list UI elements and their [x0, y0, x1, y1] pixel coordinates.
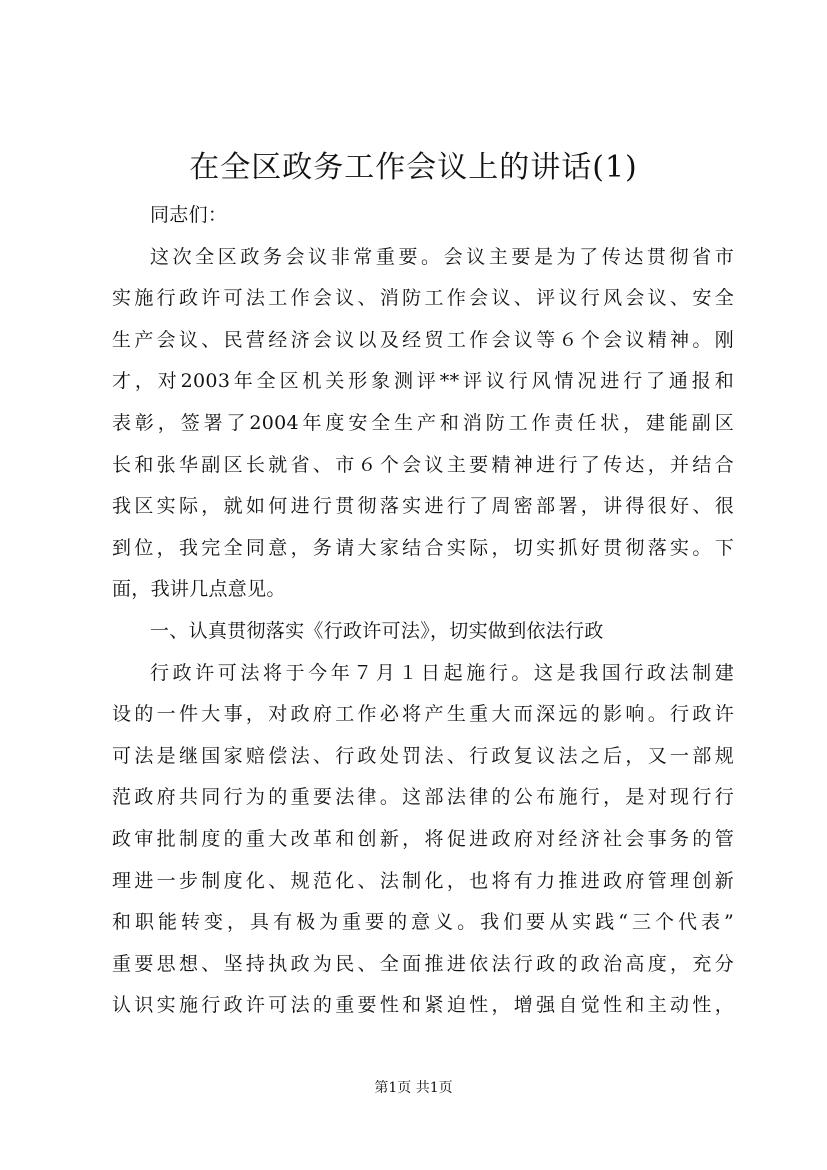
paragraph-line: 可法是继国家赔偿法、行政处罚法、行政复议法之后，又一部规 — [112, 744, 734, 767]
page-number-footer: 第1页 共1页 — [374, 1080, 453, 1096]
paragraph-line: 长和张华副区长就省、市６个会议主要精神进行了传达，并结合 — [112, 453, 734, 476]
paragraph-line: 政审批制度的重大改革和创新，将促进政府对经济社会事务的管 — [112, 827, 734, 850]
paragraph-line: 面，我讲几点意见。 — [112, 578, 286, 601]
paragraph-line: 范政府共同行为的重要法律。这部法律的公布施行，是对现行行 — [112, 786, 734, 809]
paragraph-line: 我区实际，就如何进行贯彻落实进行了周密部署，讲得很好、很 — [112, 495, 734, 518]
document-body — [112, 195, 734, 1027]
paragraph-line: 理进一步制度化、规范化、法制化，也将有力推进政府管理创新 — [112, 869, 734, 892]
paragraph-line: 到位，我完全同意，务请大家结合实际，切实抓好贯彻落实。下 — [112, 536, 734, 559]
paragraph-line: 认识实施行政许可法的重要性和紧迫性，增强自觉性和主动性， — [112, 994, 734, 1017]
section-heading: 一、认真贯彻落实《行政许可法》，切实做到依法行政 — [150, 619, 604, 642]
paragraph-line: 表彰，签署了2004年度安全生产和消防工作责任状，建能副区 — [112, 411, 734, 434]
paragraph-line: 重要思想、坚持执政为民、全面推进依法行政的政治高度，充分 — [112, 952, 734, 975]
paragraph-line: 设的一件大事，对政府工作必将产生重大而深远的影响。行政许 — [112, 703, 734, 726]
paragraph-line: 实施行政许可法工作会议、消防工作会议、评议行风会议、安全 — [112, 287, 734, 310]
paragraph-line: 生产会议、民营经济会议以及经贸工作会议等６个会议精神。刚 — [112, 328, 734, 351]
paragraph-line: 行政许可法将于今年７月１日起施行。这是我国行政法制建 — [150, 661, 734, 684]
paragraph-line: 这次全区政务会议非常重要。会议主要是为了传达贯彻省市 — [150, 245, 734, 268]
salutation-line: 同志们： — [150, 204, 228, 226]
paragraph-line: 和职能转变，具有极为重要的意义。我们要从实践“三个代表” — [112, 911, 734, 934]
document-title: 在全区政务工作会议上的讲话(1) — [189, 150, 638, 185]
paragraph-line: 才，对2003年全区机关形象测评**评议行风情况进行了通报和 — [112, 370, 734, 393]
